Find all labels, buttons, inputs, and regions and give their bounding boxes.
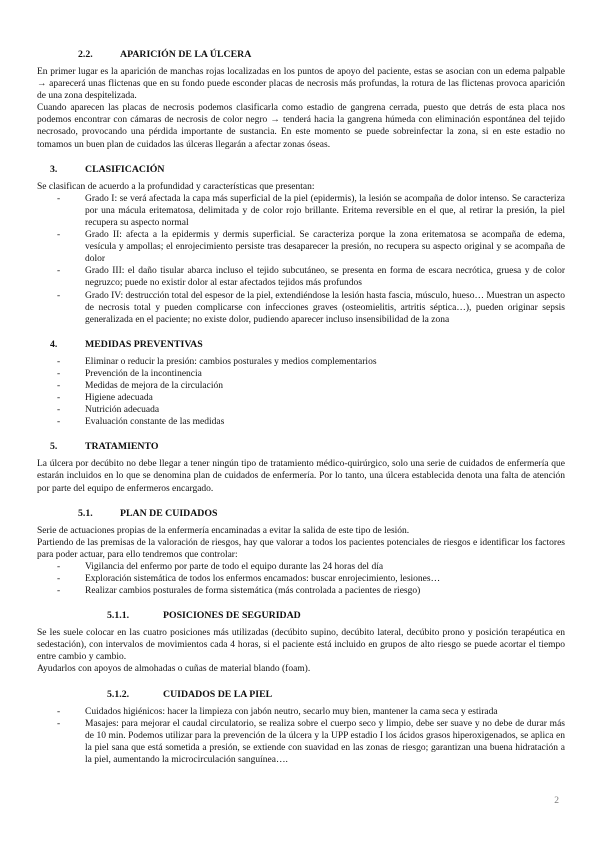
list-item xyxy=(37,265,565,289)
list-item xyxy=(37,404,565,416)
list-item xyxy=(37,380,565,392)
section-aparicion-ulcera xyxy=(37,49,565,151)
bullet-dash: - xyxy=(57,574,61,584)
list-item-text: Grado I: se verá afectada la capa más superficial de la piel (epidermis), la lesión se acompaña de dolor intenso. Se caracteriza por una mácula eritematosa, delimitada y de color rojo brillante. Eritema reversible en el que, al retirar la presión, la piel recupera su aspecto normal xyxy=(85,193,565,228)
paragraph: Ayudarlos con apoyos de almohadas o cuñas de material blando (foam). xyxy=(37,664,311,675)
bullet-dash: - xyxy=(57,417,61,428)
heading-number: 5.1.2. xyxy=(107,688,130,700)
list-item-text: Higiene adecuada xyxy=(85,393,153,404)
heading-title: CUIDADOS DE LA PIEL xyxy=(163,688,273,700)
bullet-dash: - xyxy=(57,706,61,717)
bullet-dash: - xyxy=(57,266,61,277)
list-item-text: Grado II: afecta a la epidermis y dermis superficial. Se caracteriza porque la zona eritematosa se acompaña de edema, vesícula y ampollas; el enrojecimiento persiste tras desaparecer la presión, no recupera su aspecto original y se acompaña de dolor xyxy=(85,230,565,265)
heading-title: PLAN DE CUIDADOS xyxy=(120,507,218,519)
list-item-text: Cuidados higiénicos: hacer la limpieza con jabón neutro, secarlo muy bien, mantener la cama seca y estirada xyxy=(85,706,498,717)
list-item xyxy=(37,392,565,404)
heading-cuidados-de-la-piel xyxy=(37,689,565,701)
list-item xyxy=(37,585,565,597)
bullet-dash: - xyxy=(57,561,61,572)
list-item-text: Prevención de la incontinencia xyxy=(85,368,202,379)
list-item xyxy=(37,290,565,326)
heading-plan-de-cuidados xyxy=(37,508,565,520)
paragraph: Cuando aparecen las placas de necrosis podemos clasificarla como estadio de gangrena cerrada, puesto que detrás de esta placa nos podemos encontrar con cámaras de necrosis de color negro → tenderá hacia la gangrena húmeda con eliminación espontánea del tejido necrosado, provocando una pérdida importante de sustancia. En este momento se puede sobreinfectar la zona, si en este estadio no tomamos un buen plan de cuidados las úlceras llegarán a afectar zonas óseas. xyxy=(37,103,565,150)
heading-medidas-preventivas xyxy=(37,339,565,351)
bullet-dash: - xyxy=(57,380,61,391)
section-clasificacion xyxy=(37,164,565,326)
list-item-text: Grado IV: destrucción total del espesor de la piel, extendiéndose la lesión hasta fascia, músculo, hueso… Muestran un aspecto de necrosis total y pueden complicarse con infecciones graves (osteomielitis, artritis séptica…), pueden originar sepsis generalizada en el paciente; no existe dolor, pudiendo aparecer incluso insensibilidad de la zona xyxy=(85,290,565,325)
list-item xyxy=(37,356,565,368)
list-item-text: Grado III: el daño tisular abarca incluso el tejido subcutáneo, se presenta en forma de escara necrótica, gruesa y de color negruzco; puede no existir dolor al estar afectados tejidos más profundos xyxy=(85,266,565,289)
bullet-dash: - xyxy=(57,230,61,241)
bullet-dash: - xyxy=(57,405,61,416)
heading-title: POSICIONES DE SEGURIDAD xyxy=(163,610,301,622)
heading-number: 2.2. xyxy=(78,49,93,60)
heading-title: MEDIDAS PREVENTIVAS xyxy=(85,338,203,350)
list-item xyxy=(37,718,565,766)
list-item-text: Realizar cambios posturales de forma sistemática (más controlada a pacientes de riesgo) xyxy=(85,586,421,597)
list-item-text: Medidas de mejora de la circulación xyxy=(85,380,223,391)
list-item-text: Nutrición adecuada xyxy=(85,405,160,416)
bullet-dash: - xyxy=(57,393,61,404)
grade-list xyxy=(37,193,565,326)
paragraph: La úlcera por decúbito no debe llegar a tener ningún tipo de tratamiento médico-quirúrgico, solo una serie de cuidados de enfermería que estarán incluidos en lo que se denomina plan de cuidados de enfermería. Por lo tanto, una úlcera establecida denota una falta de atención por parte del equipo de enfermeros encargado. xyxy=(37,459,565,494)
heading-title: TRATAMIENTO xyxy=(85,441,159,453)
bullet-dash: - xyxy=(57,586,61,597)
bullet-dash: - xyxy=(57,193,61,204)
heading-number: 3. xyxy=(50,163,58,175)
list-item-text: Exploración sistemática de todos los enfermos encamados: buscar enrojecimiento, lesiones… xyxy=(85,574,441,584)
heading-aparicion-ulcera xyxy=(37,49,565,61)
bullet-dash: - xyxy=(57,356,61,367)
list-item xyxy=(37,416,565,428)
heading-title: CLASIFICACIÓN xyxy=(85,163,165,175)
preventive-measures-list xyxy=(37,356,565,429)
list-item-text: Evaluación constante de las medidas xyxy=(85,417,225,428)
heading-number: 5.1.1. xyxy=(107,610,130,622)
paragraph: Partiendo de las premisas de la valoración de riesgos, hay que valorar a todos los pacientes potenciales de riesgos e identificar los factores para poder actuar, para ello tendremos que controlar: xyxy=(37,537,565,560)
paragraph: Se clasifican de acuerdo a la profundidad y características que presentan: xyxy=(37,181,315,192)
list-item-text: Masajes: para mejorar el caudal circulatorio, se realiza sobre el cuerpo seco y limpio, debe ser suave y no debe de durar más de 10 min. Podemos utilizar para la prevención de la úlcera y la UPP estadio I los ácidos grasos hiperoxigenados, se aplica en la piel sana que está sometida a presión, se extiende con suavidad en las zonas de riesgo; garantizan una buena hidratación a la piel, aumentando la microcirculación sanguínea…. xyxy=(85,718,565,765)
bullet-dash: - xyxy=(57,368,61,379)
section-posiciones-de-seguridad xyxy=(37,610,565,675)
care-plan-list xyxy=(37,561,565,597)
list-item xyxy=(37,561,565,573)
paragraph: Serie de actuaciones propias de la enfermería encaminadas a evitar la salida de este tipo de lesión. xyxy=(37,525,410,536)
list-item xyxy=(37,368,565,380)
section-medidas-preventivas xyxy=(37,339,565,429)
list-item xyxy=(37,229,565,265)
page-number: 2 xyxy=(554,796,559,806)
bullet-dash: - xyxy=(57,718,61,729)
heading-number: 4. xyxy=(50,338,58,350)
list-item xyxy=(37,193,565,229)
paragraph: Se les suele colocar en las cuatro posiciones más utilizadas (decúbito supino, decúbito lateral, decúbito prono y posición terapéutica en sedestación), con intervalos de movimientos cada 4 horas, si el paciente está incluido en grupos de alto riesgo se puede acortar el tiempo entre cambio y cambio. xyxy=(37,628,565,663)
list-item-text: Eliminar o reducir la presión: cambios posturales y medios complementarios xyxy=(85,356,377,367)
heading-clasificacion xyxy=(37,164,565,176)
list-item-text: Vigilancia del enfermo por parte de todo el equipo durante las 24 horas del día xyxy=(85,561,384,572)
skin-care-list xyxy=(37,706,565,766)
list-item xyxy=(37,706,565,718)
bullet-dash: - xyxy=(57,290,61,301)
heading-number: 5. xyxy=(50,441,58,453)
section-tratamiento xyxy=(37,441,565,494)
heading-number: 5.1. xyxy=(78,507,93,519)
section-plan-de-cuidados xyxy=(37,508,565,598)
heading-title: APARICIÓN DE LA ÚLCERA xyxy=(120,49,252,60)
heading-tratamiento xyxy=(37,441,565,453)
list-item xyxy=(37,573,565,585)
paragraph: En primer lugar es la aparición de manchas rojas localizadas en los puntos de apoyo del paciente, estas se asocian con un edema palpable → aparecerá unas flictenas que en su fondo puede esconder placas de necrosis más profundas, la rotura de las flictenas provoca aparición de una zona despitelizada. xyxy=(37,67,565,102)
heading-posiciones-de-seguridad xyxy=(37,610,565,622)
section-cuidados-de-la-piel xyxy=(37,689,565,766)
